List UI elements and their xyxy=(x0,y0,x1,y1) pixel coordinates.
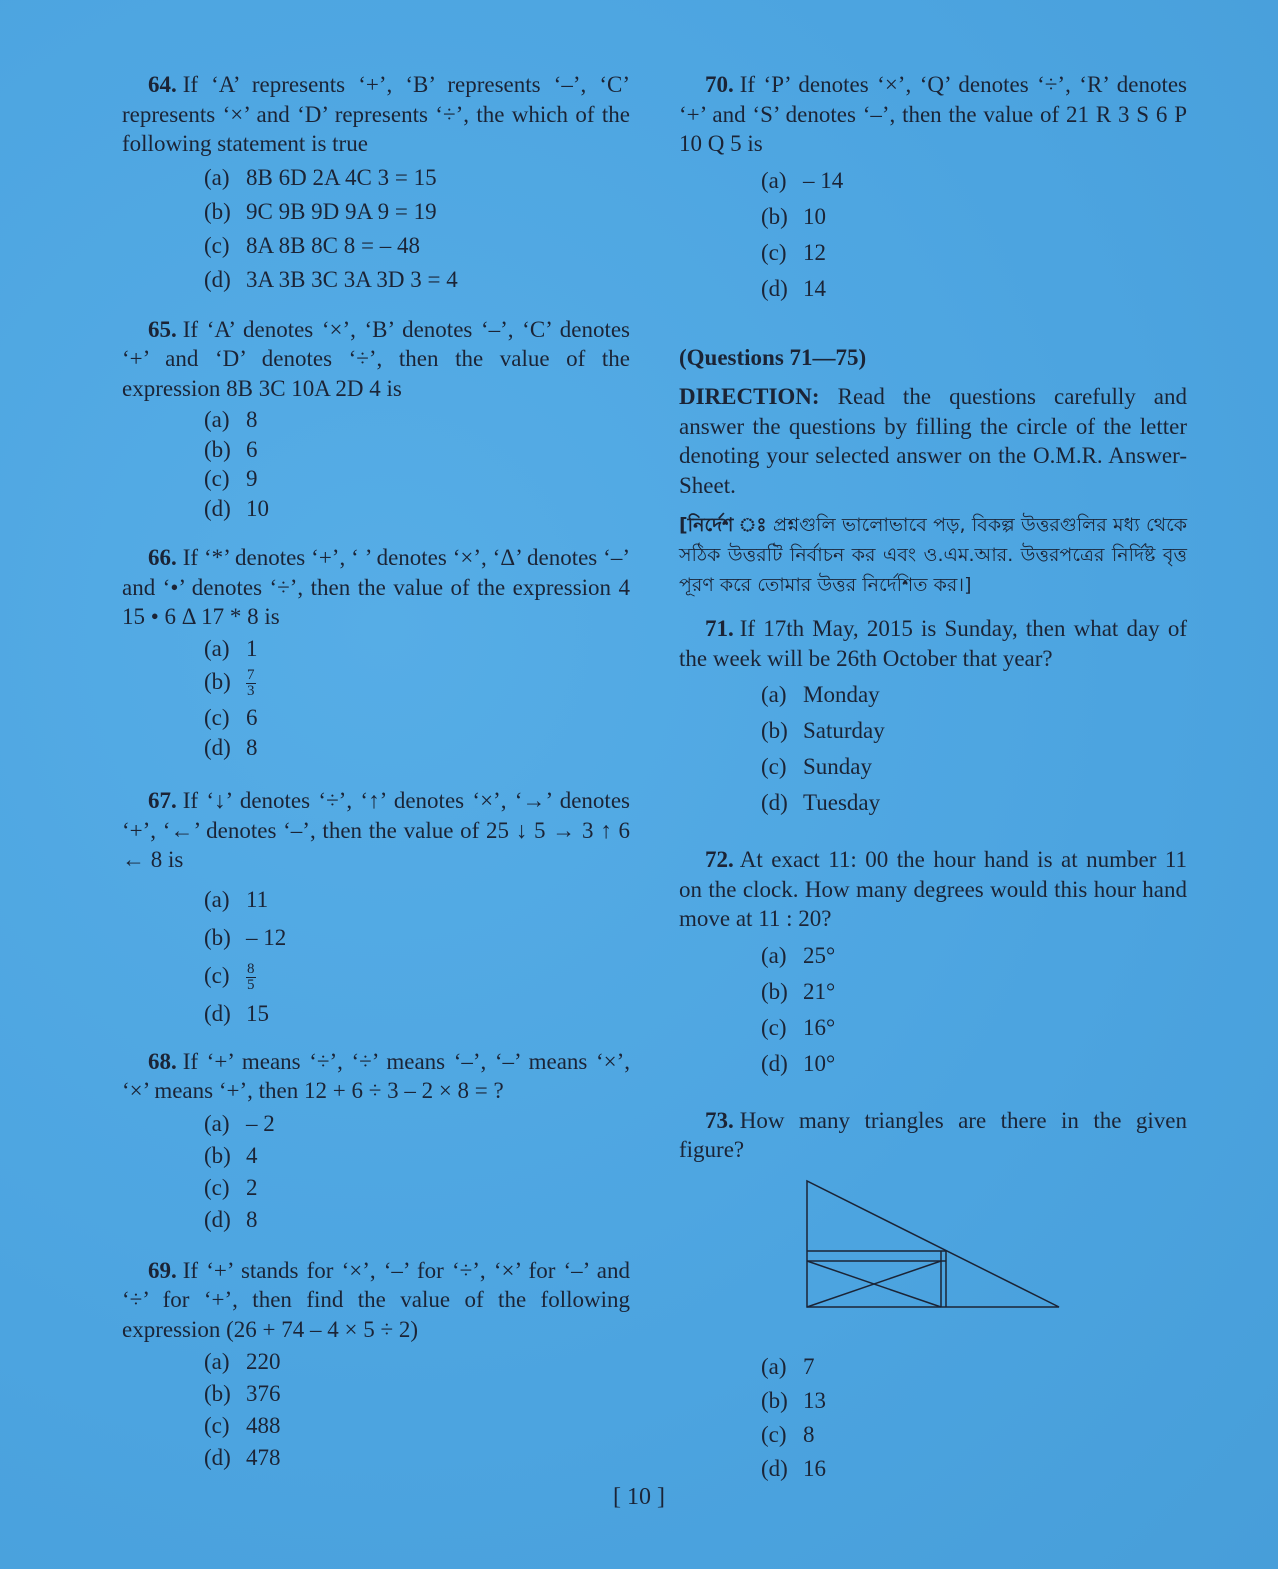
option-b: (b) 10 xyxy=(761,203,826,229)
option-b: (b) Saturday xyxy=(761,718,885,743)
option-a: (a) – 2 xyxy=(204,1110,275,1136)
question-text: If ‘P’ denotes ‘×’, ‘Q’ denotes ‘÷’, ‘R’ denotes ‘+’ and ‘S’ denotes ‘–’, then the value of 21 R 3 S 6 P 10 Q 5 is xyxy=(679,72,1187,156)
section-heading xyxy=(679,343,1187,601)
direction: DIRECTION: Read the questions carefully and answer the questions by filling the circle of the letter denoting your selected answer on the O.M.R. Answer-Sheet. xyxy=(679,384,1187,498)
fraction: $\frac{8}{5}$ xyxy=(247,960,255,993)
section-title: (Questions 71—75) xyxy=(679,344,867,370)
option-a: (a) 8 xyxy=(204,407,258,432)
question-number: 73. xyxy=(705,1107,734,1133)
question-64 xyxy=(122,70,630,297)
option-c: (c) 8A 8B 8C 8 = – 48 xyxy=(204,232,420,258)
option-b: (b) 21° xyxy=(761,978,836,1004)
question-67 xyxy=(122,786,630,1033)
question-71 xyxy=(679,614,1187,821)
options xyxy=(761,938,1187,1082)
triangle-figure xyxy=(803,1177,1187,1321)
option-c: (c) 488 xyxy=(204,1413,281,1439)
question-text: If ‘A’ represents ‘+’, ‘B’ represents ‘–’, ‘C’ represents ‘×’ and ‘D’ represents ‘÷’, the which of the following statement is true xyxy=(122,72,630,156)
right-column xyxy=(679,64,1187,1486)
question-number: 65. xyxy=(148,316,177,342)
options xyxy=(204,405,630,523)
option-c: (c) Sunday xyxy=(761,754,872,779)
option-b: (b) – 12 xyxy=(204,924,287,950)
question-number: 69. xyxy=(148,1257,177,1283)
option-a: (a) – 14 xyxy=(761,167,844,193)
option-d: (d) 14 xyxy=(761,275,826,301)
option-a: (a) 8B 6D 2A 4C 3 = 15 xyxy=(204,164,437,190)
option-c: (c) 9 xyxy=(204,466,258,491)
question-number: 68. xyxy=(148,1048,177,1074)
question-text: At exact 11: 00 the hour hand is at number 11 on the clock. How many degrees would this hour hand move at 11 : 20? xyxy=(679,847,1187,931)
option-c: (c) 6 xyxy=(204,705,258,731)
options xyxy=(761,677,1187,821)
option-d: (d) 16 xyxy=(761,1456,826,1481)
question-number: 71. xyxy=(705,616,734,641)
question-69 xyxy=(122,1256,630,1475)
option-d: (d) 10° xyxy=(761,1050,836,1076)
option-b: (b) $\frac{7}{3}$ xyxy=(204,667,255,700)
options xyxy=(761,163,1187,307)
options xyxy=(204,161,630,297)
question-text: If ‘↓’ denotes ‘÷’, ‘↑’ denotes ‘×’, ‘→’ denotes ‘+’, ‘←’ denotes ‘–’, then the value of 25 ↓ 5 → 3 ↑ 6 ← 8 is xyxy=(122,788,630,873)
question-text: If 17th May, 2015 is Sunday, then what day of the week will be 26th October that year? xyxy=(679,616,1187,671)
option-c: (c) 2 xyxy=(204,1174,258,1200)
option-b: (b) 9C 9B 9D 9A 9 = 19 xyxy=(204,198,437,224)
question-text: How many triangles are there in the given figure? xyxy=(679,1107,1187,1162)
options xyxy=(204,634,630,763)
option-a: (a) 7 xyxy=(761,1354,815,1379)
options xyxy=(204,1346,630,1474)
question-73 xyxy=(679,1106,1187,1487)
fraction: $\frac{7}{3}$ xyxy=(247,667,255,700)
page-number: [ 10 ] xyxy=(613,1484,665,1510)
option-d: (d) Tuesday xyxy=(761,790,881,815)
option-c: (c) $\frac{8}{5}$ xyxy=(204,960,255,993)
question-66 xyxy=(122,543,630,762)
question-number: 67. xyxy=(148,788,177,814)
triangle-diagram xyxy=(803,1177,1065,1313)
question-text: If ‘+’ stands for ‘×’, ‘–’ for ‘÷’, ‘×’ for ‘–’ and ‘÷’ for ‘+’, then find the value of the following expression (26 + 74 – 4 × 5 ÷ 2) xyxy=(122,1257,630,1342)
option-c: (c) 16° xyxy=(761,1014,836,1040)
option-b: (b) 6 xyxy=(204,436,258,462)
options xyxy=(204,881,630,1033)
question-text: If ‘*’ denotes ‘+’, ‘ ’ denotes ‘×’, ‘Δ’ denotes ‘–’ and ‘•’ denotes ‘÷’, then the value of the expression 4 15 • 6 Δ 17 * 8 is xyxy=(122,545,630,629)
option-c: (c) 12 xyxy=(761,239,826,265)
option-d: (d) 8 xyxy=(204,734,258,760)
question-65 xyxy=(122,315,630,524)
options xyxy=(204,1108,630,1236)
left-column xyxy=(122,64,630,1474)
option-b: (b) 376 xyxy=(204,1381,281,1407)
option-a: (a) 25° xyxy=(761,942,836,968)
question-72 xyxy=(679,845,1187,1082)
question-text: If ‘A’ denotes ‘×’, ‘B’ denotes ‘–’, ‘C’ denotes ‘+’ and ‘D’ denotes ‘÷’, then the value of the expression 8B 3C 10A 2D 4 is xyxy=(122,316,630,401)
option-d: (d) 10 xyxy=(204,495,269,521)
option-d: (d) 8 xyxy=(204,1206,258,1232)
option-a: (a) 1 xyxy=(204,635,258,661)
option-c: (c) 8 xyxy=(761,1422,815,1447)
question-number: 64. xyxy=(148,72,177,97)
question-text: If ‘+’ means ‘÷’, ‘÷’ means ‘–’, ‘–’ means ‘×’, ‘×’ means ‘+’, then 12 + 6 ÷ 3 – 2 × 8 = ? xyxy=(122,1048,630,1104)
option-d: (d) 478 xyxy=(204,1445,281,1471)
option-d: (d) 15 xyxy=(204,1000,269,1026)
question-68 xyxy=(122,1047,630,1236)
option-b: (b) 4 xyxy=(204,1142,258,1168)
option-a: (a) 220 xyxy=(204,1349,281,1375)
option-d: (d) 3A 3B 3C 3A 3D 3 = 4 xyxy=(204,266,458,292)
question-70 xyxy=(679,70,1187,307)
question-number: 72. xyxy=(705,847,734,872)
options xyxy=(761,1350,1187,1486)
option-b: (b) 13 xyxy=(761,1388,826,1413)
question-number: 66. xyxy=(148,545,177,570)
option-a: (a) Monday xyxy=(761,682,880,707)
direction-bangla: [নির্দেশ ঃ প্রশ্নগুলি ভালোভাবে পড়, বিকল্প উত্তরগুলির মধ্য থেকে সঠিক উত্তরটি নির্বাচন কর এবং ও.এম.আর. উত্তরপত্রের নির্দিষ্ট বৃত্ত পূরণ করে তোমার উত্তর নির্দেশিত কর।] xyxy=(679,514,1187,596)
question-number: 70. xyxy=(705,72,734,97)
option-a: (a) 11 xyxy=(204,886,269,912)
